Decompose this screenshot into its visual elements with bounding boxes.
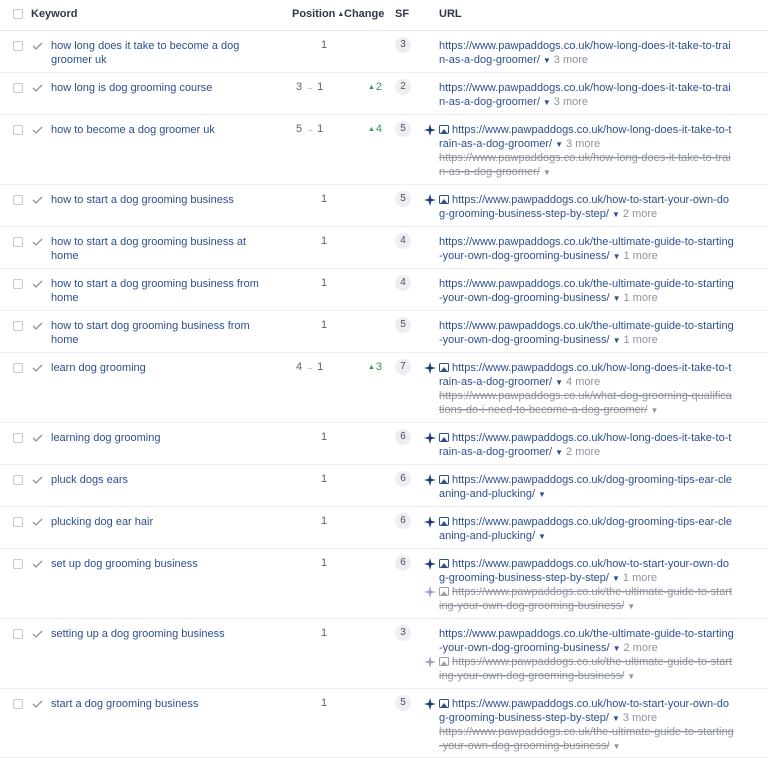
keyword-text-line: home	[51, 292, 79, 304]
keyword-text-line: how long is dog grooming course	[51, 82, 213, 94]
table-row	[0, 73, 768, 115]
previous-ranking-url[interactable]	[439, 585, 761, 614]
position-header-label: Position	[292, 8, 336, 20]
previous-position: 5	[296, 123, 303, 135]
image-icon	[439, 559, 449, 568]
keyword-text-line: how long does it take to become a dog	[51, 40, 240, 52]
image-icon	[439, 363, 449, 372]
row-checkbox[interactable]	[13, 433, 23, 443]
row-checkbox[interactable]	[13, 83, 23, 93]
keyword-text-line: how to start a dog grooming business	[51, 194, 234, 206]
ai-overview-sparkle-icon	[424, 558, 436, 570]
current-position: 1	[321, 697, 328, 709]
keyword-link[interactable]	[51, 81, 276, 95]
url-text: -your-own-dog-grooming-business/	[439, 642, 610, 654]
url-text-line	[439, 389, 761, 403]
url-text-line	[439, 81, 761, 95]
url-text-line	[439, 249, 761, 264]
url-text: -your-own-dog-grooming-business/	[439, 740, 610, 752]
change-value	[360, 361, 382, 373]
serp-features-badge[interactable]: 5	[395, 121, 411, 137]
change-number: 2	[375, 81, 382, 93]
chevron-down-icon[interactable]: ▼	[612, 742, 621, 751]
url-text: n-as-a-dog-groomer/	[439, 54, 540, 66]
table-row	[0, 31, 768, 73]
row-checkbox[interactable]	[13, 475, 23, 485]
current-position: 1	[317, 361, 324, 373]
keyword-link[interactable]	[51, 277, 276, 305]
chevron-down-icon[interactable]: ▼	[627, 602, 636, 611]
ranking-url-link[interactable]	[439, 277, 761, 306]
position-value	[321, 319, 327, 331]
chevron-down-icon[interactable]: ▼	[538, 490, 546, 499]
keyword-link[interactable]	[51, 557, 276, 571]
up-triangle-icon: ▲	[367, 84, 375, 91]
url-text-line	[439, 277, 761, 291]
url-text-line	[439, 291, 761, 306]
table-row	[0, 185, 768, 227]
change-value	[360, 123, 382, 135]
ranking-url-link[interactable]	[439, 431, 761, 460]
table-row	[0, 619, 768, 689]
chevron-down-icon[interactable]: ▼	[542, 98, 551, 107]
row-checkbox[interactable]	[13, 363, 23, 373]
change-value	[360, 81, 382, 93]
url-text-line	[439, 333, 761, 348]
url-text: tions-do-i-need-to-become-a-dog-groomer/	[439, 404, 648, 416]
table-row	[0, 549, 768, 619]
row-checkbox[interactable]	[13, 237, 23, 247]
keyword-text-line: how to start a dog grooming business at	[51, 236, 247, 248]
ranking-url-link[interactable]	[439, 319, 761, 348]
url-text-line	[439, 123, 761, 137]
position-value	[321, 235, 327, 247]
image-icon	[439, 433, 449, 442]
ranking-url-link[interactable]	[439, 361, 761, 390]
keyword-text-line: pluck dogs ears	[51, 474, 129, 486]
more-urls-link[interactable]: 3 more	[566, 138, 601, 150]
arrow-right-icon: →	[305, 124, 315, 134]
chevron-down-icon[interactable]: ▼	[612, 336, 621, 345]
sf-column-header[interactable]: SF	[395, 8, 410, 20]
url-text: ing-your-own-dog-grooming-business/	[439, 670, 625, 682]
keyword-link[interactable]	[51, 319, 276, 347]
tracked-check-icon	[32, 238, 43, 246]
more-urls-link[interactable]: 3 more	[553, 96, 589, 108]
url-text-line	[439, 39, 761, 53]
keyword-link[interactable]	[51, 697, 276, 711]
ai-overview-sparkle-icon	[424, 586, 436, 598]
table-row	[0, 115, 768, 185]
keyword-link[interactable]	[51, 39, 276, 67]
more-urls-link[interactable]: 1 more	[623, 292, 658, 304]
url-text: https://www.pawpaddogs.co.uk/the-ultimate-guide-to-starting	[439, 320, 734, 332]
position-value	[321, 277, 327, 289]
ai-overview-sparkle-icon	[424, 194, 436, 206]
position-value	[321, 627, 327, 639]
row-checkbox[interactable]	[13, 125, 23, 135]
url-text-line	[439, 725, 761, 739]
url-text: https://www.pawpaddogs.co.uk/how-long-does-it-take-to-t	[452, 362, 732, 374]
url-text: https://www.pawpaddogs.co.uk/the-ultimate-guide-to-start	[452, 656, 733, 668]
serp-features-badge[interactable]: 4	[395, 233, 411, 249]
sort-ascending-icon: ▲	[337, 11, 345, 18]
previous-ranking-url[interactable]	[439, 725, 761, 754]
current-position: 1	[317, 123, 324, 135]
url-text: n-as-a-dog-groomer/	[439, 166, 540, 178]
url-text-line	[439, 403, 761, 418]
tracked-check-icon	[32, 280, 43, 288]
url-text-line	[439, 235, 761, 249]
chevron-down-icon[interactable]: ▼	[555, 140, 564, 149]
url-text: aning-and-plucking/	[439, 530, 536, 542]
keyword-link[interactable]	[51, 473, 276, 487]
image-icon	[439, 699, 449, 708]
keyword-link[interactable]	[51, 123, 276, 137]
chevron-down-icon[interactable]: ▼	[612, 644, 621, 653]
chevron-down-icon[interactable]: ▼	[538, 532, 546, 541]
row-checkbox[interactable]	[13, 279, 23, 289]
change-number: 3	[375, 361, 382, 373]
image-icon	[439, 125, 449, 134]
current-position: 1	[317, 81, 324, 93]
tracked-check-icon	[32, 518, 43, 526]
url-text-line	[439, 515, 761, 529]
previous-ranking-url[interactable]	[439, 389, 761, 418]
current-position: 1	[321, 39, 328, 51]
url-text-line	[439, 375, 761, 390]
image-icon	[439, 517, 449, 526]
keyword-link[interactable]	[51, 627, 276, 641]
current-position: 1	[321, 277, 328, 289]
up-triangle-icon: ▲	[367, 126, 375, 133]
keyword-text-line: setting up a dog grooming business	[51, 628, 225, 640]
up-triangle-icon: ▲	[367, 364, 375, 371]
chevron-down-icon[interactable]: ▼	[542, 56, 551, 65]
url-text: https://www.pawpaddogs.co.uk/how-long-does-it-take-to-trai	[439, 40, 731, 52]
url-text-line	[439, 585, 761, 599]
url-text: -your-own-dog-grooming-business/	[439, 334, 610, 346]
serp-features-badge[interactable]: 6	[395, 471, 411, 487]
chevron-down-icon[interactable]: ▼	[650, 406, 659, 415]
serp-features-badge[interactable]: 4	[395, 275, 411, 291]
previous-position: 3	[296, 81, 303, 93]
url-text: g-grooming-business-step-by-step/	[439, 208, 609, 220]
position-value	[321, 473, 327, 485]
serp-features-badge[interactable]: 7	[395, 359, 411, 375]
image-icon	[439, 587, 449, 596]
keyword-text-line: how to start a dog grooming business from	[51, 278, 259, 290]
tracked-check-icon	[32, 560, 43, 568]
url-text: https://www.pawpaddogs.co.uk/the-ultimate-guide-to-starting	[439, 726, 734, 738]
row-checkbox[interactable]	[13, 195, 23, 205]
image-icon	[439, 657, 449, 666]
ai-overview-sparkle-icon	[424, 474, 436, 486]
url-text-line	[439, 165, 761, 180]
tracked-check-icon	[32, 196, 43, 204]
serp-features-badge[interactable]: 3	[395, 625, 411, 641]
tracked-check-icon	[32, 700, 43, 708]
url-text: https://www.pawpaddogs.co.uk/the-ultimate-guide-to-starting	[439, 278, 734, 290]
table-row	[0, 353, 768, 423]
url-text-line	[439, 319, 761, 333]
url-text: https://www.pawpaddogs.co.uk/how-long-does-it-take-to-t	[452, 124, 732, 136]
more-urls-link[interactable]: 1 more	[623, 334, 658, 346]
change-number: 4	[375, 123, 382, 135]
keyword-text-line: set up dog grooming business	[51, 558, 198, 570]
url-text: https://www.pawpaddogs.co.uk/dog-grooming-tips-ear-cle	[452, 516, 733, 528]
select-all-checkbox[interactable]	[13, 9, 23, 19]
chevron-down-icon[interactable]: ▼	[611, 714, 620, 723]
serp-features-badge[interactable]: 5	[395, 317, 411, 333]
url-text-line	[439, 627, 761, 641]
position-value	[321, 39, 327, 51]
url-text-line	[439, 431, 761, 445]
url-text: rain-as-a-dog-groomer/	[439, 376, 553, 388]
previous-ranking-url[interactable]	[439, 151, 761, 180]
serp-features-badge[interactable]: 5	[395, 695, 411, 711]
tracked-check-icon	[32, 434, 43, 442]
position-value	[321, 193, 327, 205]
keyword-text-line: learning dog grooming	[51, 432, 161, 444]
url-text: https://www.pawpaddogs.co.uk/how-long-does-it-take-to-trai	[439, 82, 731, 94]
url-text-line	[439, 655, 761, 669]
row-checkbox[interactable]	[13, 321, 23, 331]
image-icon	[439, 475, 449, 484]
more-urls-link[interactable]: 2 more	[566, 446, 601, 458]
chevron-down-icon[interactable]: ▼	[627, 672, 636, 681]
url-text: https://www.pawpaddogs.co.uk/the-ultimate-guide-to-starting	[439, 236, 734, 248]
serp-features-badge[interactable]: 5	[395, 191, 411, 207]
table-row	[0, 423, 768, 465]
url-text-line	[439, 697, 761, 711]
url-text-line	[439, 361, 761, 375]
ranking-url-link[interactable]	[439, 697, 761, 726]
table-row	[0, 507, 768, 549]
table-row	[0, 465, 768, 507]
ai-overview-sparkle-icon	[424, 698, 436, 710]
url-text: rain-as-a-dog-groomer/	[439, 446, 553, 458]
keyword-column-header[interactable]: Keyword	[31, 8, 78, 20]
serp-features-badge[interactable]: 6	[395, 555, 411, 571]
url-column-header[interactable]: URL	[439, 8, 462, 20]
ranking-url-link[interactable]	[439, 193, 761, 222]
tracked-check-icon	[32, 126, 43, 134]
current-position: 1	[321, 473, 328, 485]
keyword-text-line: start a dog grooming business	[51, 698, 199, 710]
keyword-link[interactable]	[51, 235, 276, 263]
url-text-line	[439, 711, 761, 726]
more-urls-link[interactable]: 3 more	[622, 712, 658, 724]
table-row	[0, 689, 768, 758]
url-text: https://www.pawpaddogs.co.uk/how-to-start-your-own-do	[452, 194, 729, 206]
url-text: https://www.pawpaddogs.co.uk/dog-grooming-tips-ear-cle	[452, 474, 733, 486]
position-value	[321, 515, 327, 527]
ai-overview-sparkle-icon	[424, 124, 436, 136]
previous-position: 4	[296, 361, 303, 373]
ranking-url-link[interactable]	[439, 39, 761, 68]
position-value	[296, 123, 323, 135]
ai-overview-sparkle-icon	[424, 516, 436, 528]
ranking-url-link[interactable]	[439, 235, 761, 264]
ai-overview-sparkle-icon	[424, 432, 436, 444]
url-text: https://www.pawpaddogs.co.uk/how-to-start-your-own-do	[452, 698, 729, 710]
keyword-text-line: plucking dog ear hair	[51, 516, 154, 528]
row-checkbox[interactable]	[13, 41, 23, 51]
keyword-link[interactable]	[51, 515, 276, 529]
current-position: 1	[321, 431, 328, 443]
url-text-line	[439, 137, 761, 152]
more-urls-link[interactable]: 1 more	[623, 250, 658, 262]
url-text-line	[439, 193, 761, 207]
tracked-check-icon	[32, 630, 43, 638]
chevron-down-icon[interactable]: ▼	[612, 252, 621, 261]
tracked-check-icon	[32, 42, 43, 50]
url-text-line	[439, 473, 761, 487]
url-text-line	[439, 599, 761, 614]
ranking-url-link[interactable]	[439, 473, 761, 502]
serp-features-badge[interactable]: 2	[395, 79, 411, 95]
url-text-line	[439, 571, 761, 586]
ranking-url-link[interactable]	[439, 81, 761, 110]
position-value	[321, 697, 327, 709]
chevron-down-icon[interactable]: ▼	[611, 574, 620, 583]
table-row	[0, 311, 768, 353]
current-position: 1	[321, 557, 328, 569]
table-row	[0, 227, 768, 269]
arrow-right-icon: →	[305, 362, 315, 372]
ranking-url-link[interactable]	[439, 627, 761, 656]
current-position: 1	[321, 515, 328, 527]
row-checkbox[interactable]	[13, 699, 23, 709]
position-value	[296, 361, 323, 373]
ai-overview-sparkle-icon	[424, 362, 436, 374]
url-text-line	[439, 669, 761, 684]
position-value	[321, 557, 327, 569]
keyword-text-line: home	[51, 250, 79, 262]
change-column-header[interactable]: Change	[344, 8, 385, 20]
row-checkbox[interactable]	[13, 517, 23, 527]
keyword-text-line: how to start dog grooming business from	[51, 320, 250, 332]
url-text: https://www.pawpaddogs.co.uk/how-long-does-it-take-to-trai	[439, 152, 731, 164]
keyword-text-line: learn dog grooming	[51, 362, 146, 374]
keyword-text-line: how to become a dog groomer uk	[51, 124, 215, 136]
keyword-link[interactable]	[51, 431, 276, 445]
ranking-url-link[interactable]	[439, 123, 761, 152]
chevron-down-icon[interactable]: ▼	[542, 168, 551, 177]
url-text: ing-your-own-dog-grooming-business/	[439, 600, 625, 612]
serp-features-badge[interactable]: 6	[395, 513, 411, 529]
ai-overview-sparkle-icon	[424, 656, 436, 668]
current-position: 1	[321, 319, 328, 331]
current-position: 1	[321, 235, 328, 247]
url-text-line	[439, 487, 761, 502]
more-urls-link[interactable]: 1 more	[622, 572, 658, 584]
row-checkbox[interactable]	[13, 629, 23, 639]
chevron-down-icon[interactable]: ▼	[555, 448, 564, 457]
chevron-down-icon[interactable]: ▼	[612, 294, 621, 303]
url-text-line	[439, 95, 761, 110]
more-urls-link[interactable]: 2 more	[623, 642, 658, 654]
url-text: https://www.pawpaddogs.co.uk/the-ultimate-guide-to-starting	[439, 628, 734, 640]
url-text: -your-own-dog-grooming-business/	[439, 250, 610, 262]
url-text: https://www.pawpaddogs.co.uk/how-to-start-your-own-do	[452, 558, 729, 570]
url-text: g-grooming-business-step-by-step/	[439, 712, 609, 724]
tracked-check-icon	[32, 322, 43, 330]
tracked-check-icon	[32, 364, 43, 372]
position-column-header[interactable]	[292, 8, 344, 20]
keyword-text-line: home	[51, 334, 79, 346]
url-text-line	[439, 151, 761, 165]
ranking-url-link[interactable]	[439, 557, 761, 586]
keyword-link[interactable]	[51, 361, 276, 375]
url-text-line	[439, 445, 761, 460]
current-position: 1	[321, 193, 328, 205]
url-text-line	[439, 641, 761, 656]
more-urls-link[interactable]: 2 more	[622, 208, 658, 220]
chevron-down-icon[interactable]: ▼	[555, 378, 564, 387]
ranking-url-link[interactable]	[439, 515, 761, 544]
url-text: -your-own-dog-grooming-business/	[439, 292, 610, 304]
position-value	[296, 81, 323, 93]
url-text-line	[439, 557, 761, 571]
serp-features-badge[interactable]: 6	[395, 429, 411, 445]
serp-features-badge[interactable]: 3	[395, 37, 411, 53]
chevron-down-icon[interactable]: ▼	[611, 210, 620, 219]
keyword-link[interactable]	[51, 193, 276, 207]
arrow-right-icon: →	[305, 82, 315, 92]
url-text: n-as-a-dog-groomer/	[439, 96, 540, 108]
more-urls-link[interactable]: 3 more	[553, 54, 589, 66]
more-urls-link[interactable]: 4 more	[566, 376, 601, 388]
url-text-line	[439, 739, 761, 754]
url-text: rain-as-a-dog-groomer/	[439, 138, 553, 150]
table-row	[0, 269, 768, 311]
url-text: aning-and-plucking/	[439, 488, 536, 500]
url-text: https://www.pawpaddogs.co.uk/the-ultimate-guide-to-start	[452, 586, 733, 598]
url-text: g-grooming-business-step-by-step/	[439, 572, 609, 584]
url-text: https://www.pawpaddogs.co.uk/what-dog-grooming-qualifica	[439, 390, 732, 402]
url-text-line	[439, 207, 761, 222]
previous-ranking-url[interactable]	[439, 655, 761, 684]
table-header	[0, 0, 768, 31]
current-position: 1	[321, 627, 328, 639]
tracked-check-icon	[32, 84, 43, 92]
url-text-line	[439, 529, 761, 544]
row-checkbox[interactable]	[13, 559, 23, 569]
image-icon	[439, 195, 449, 204]
position-value	[321, 431, 327, 443]
url-text: https://www.pawpaddogs.co.uk/how-long-does-it-take-to-t	[452, 432, 732, 444]
url-text-line	[439, 53, 761, 68]
tracked-check-icon	[32, 476, 43, 484]
keyword-text-line: groomer uk	[51, 54, 107, 66]
